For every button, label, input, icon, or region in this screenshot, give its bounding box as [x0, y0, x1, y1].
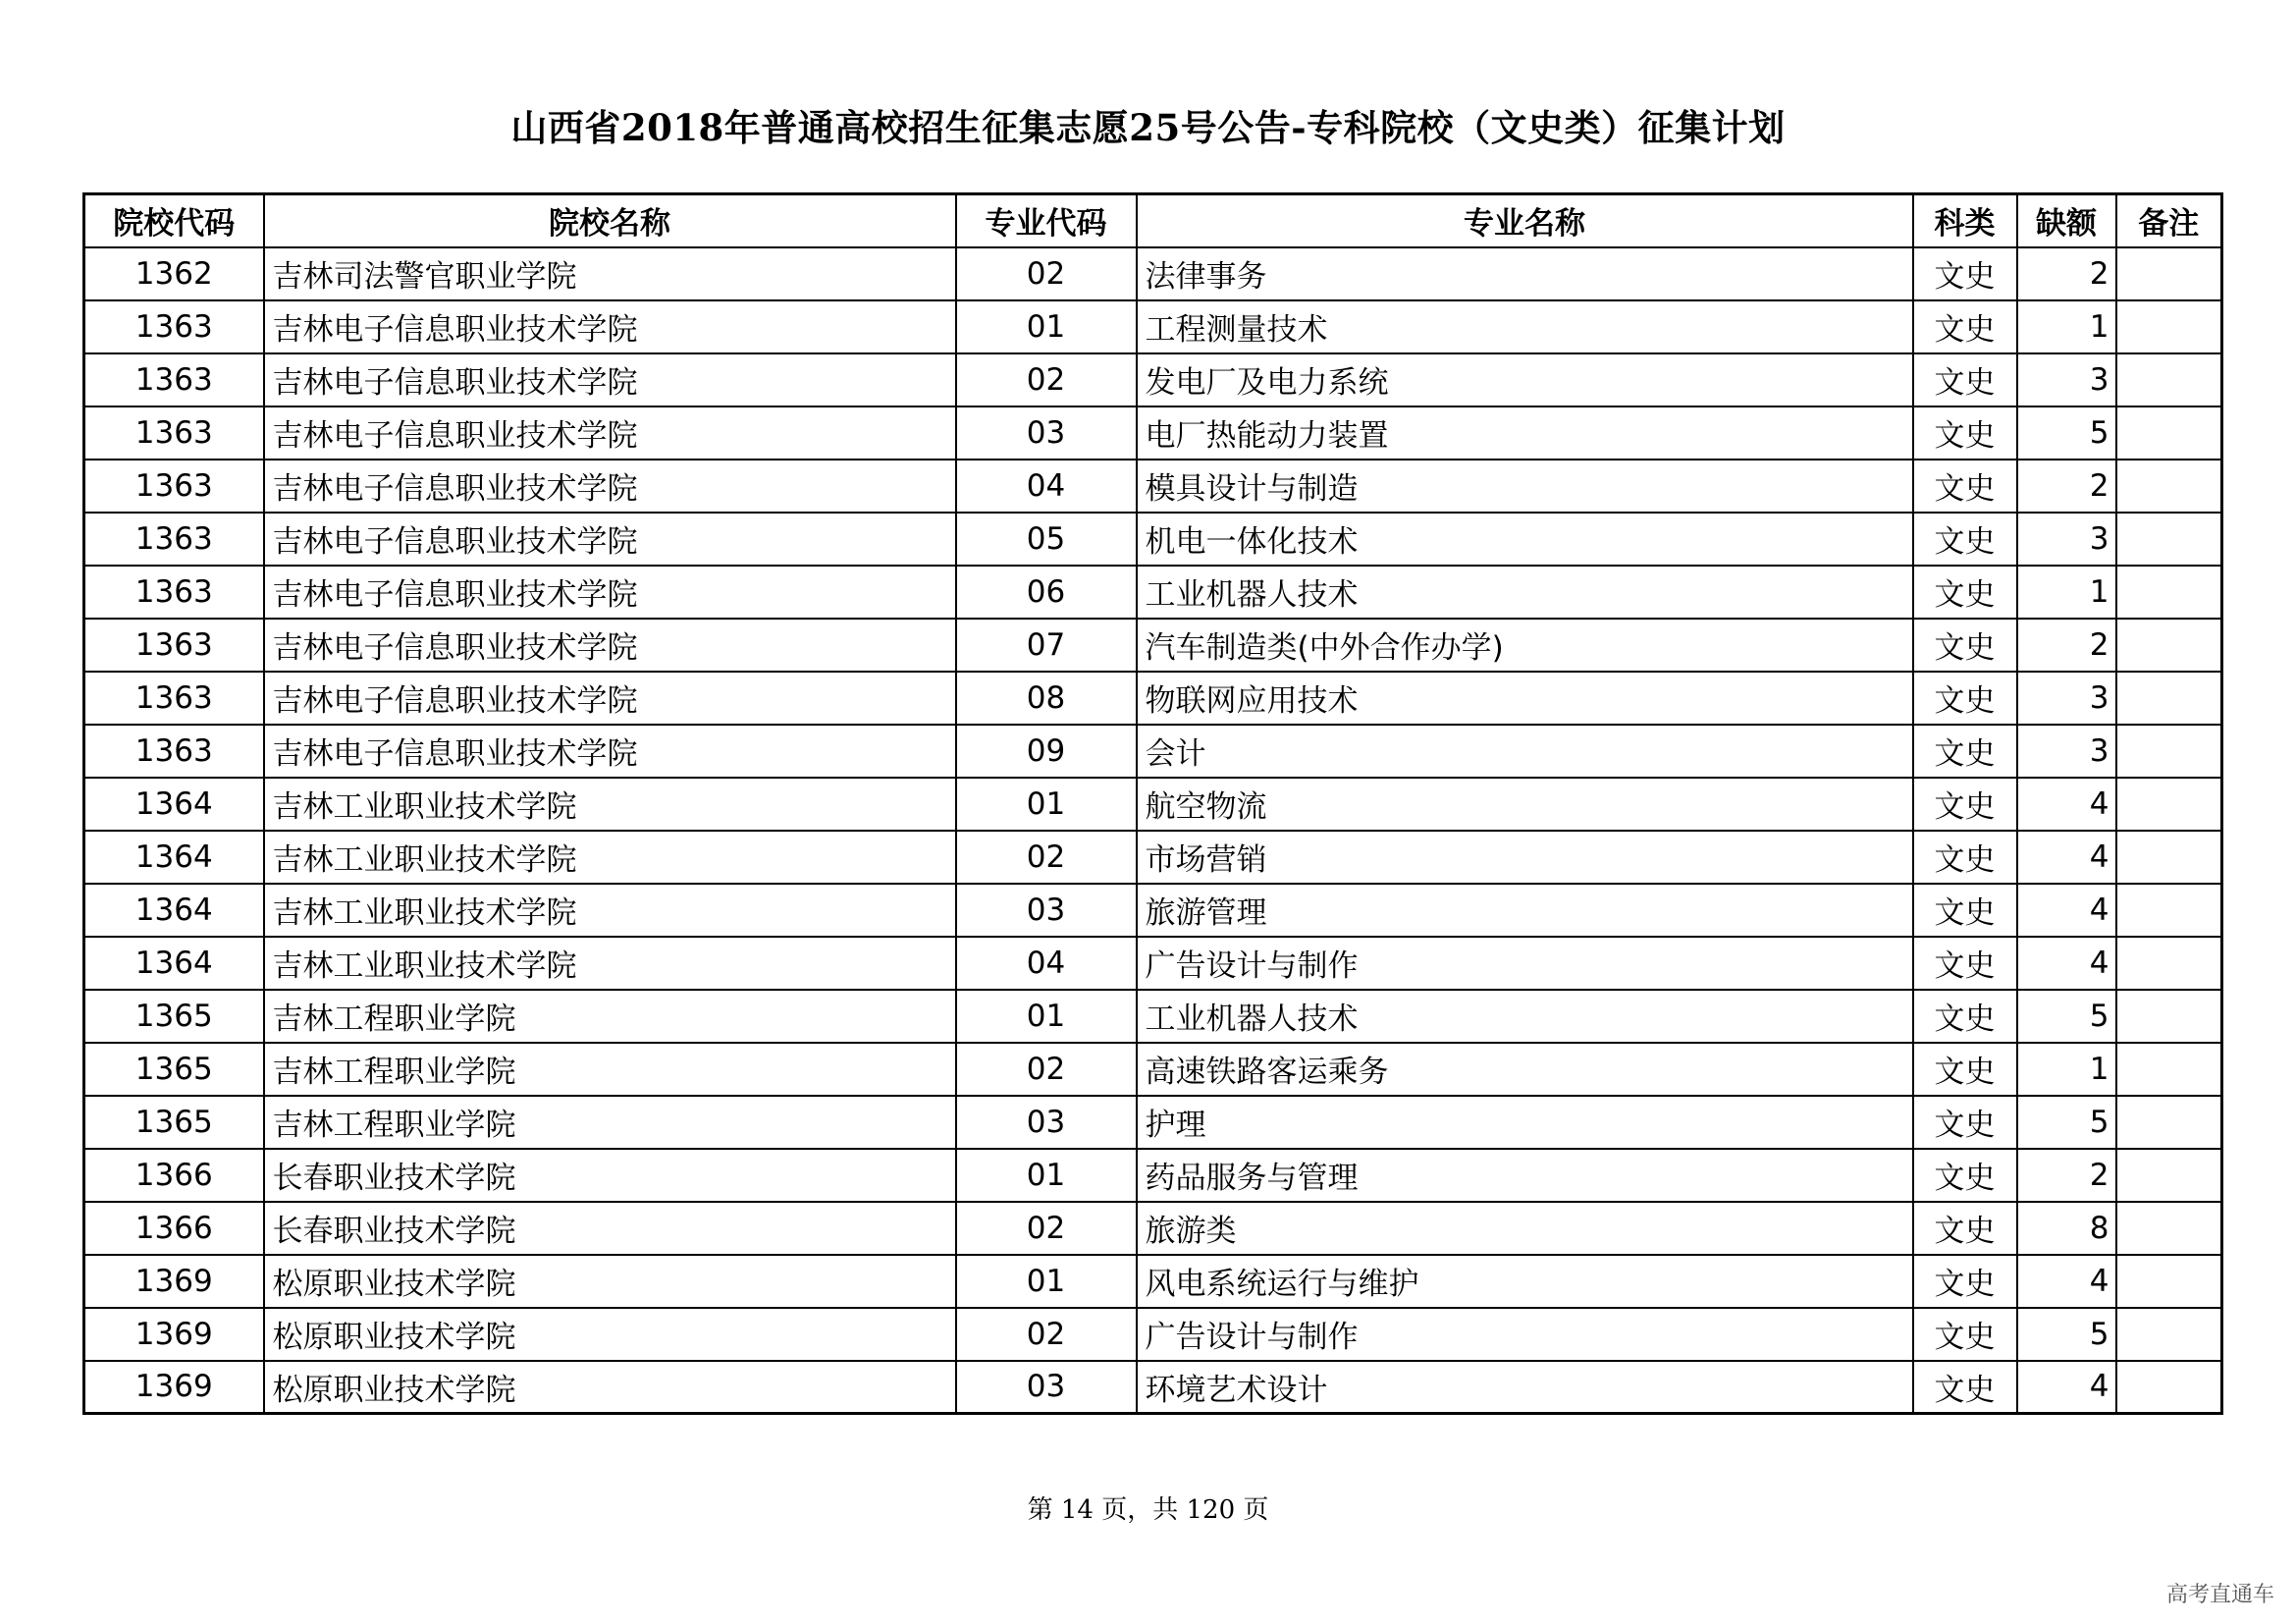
cell-category: 文史	[1913, 937, 2017, 990]
table-row	[84, 725, 2222, 778]
cell-major-code: 02	[956, 1308, 1137, 1361]
cell-school-code: 1364	[84, 778, 264, 831]
cell-major-name: 工业机器人技术	[1137, 566, 1913, 619]
cell-major-name: 机电一体化技术	[1137, 513, 1913, 566]
cell-major-name: 环境艺术设计	[1137, 1361, 1913, 1414]
cell-major-name: 护理	[1137, 1096, 1913, 1149]
page-number: 第 14 页，共 120 页	[1027, 1495, 1269, 1525]
cell-quota: 2	[2017, 619, 2116, 672]
cell-school-code: 1364	[84, 831, 264, 884]
table-row	[84, 1202, 2222, 1255]
cell-school-name: 吉林电子信息职业技术学院	[264, 725, 956, 778]
cell-quota: 3	[2017, 672, 2116, 725]
cell-note	[2116, 672, 2222, 725]
cell-major-code: 05	[956, 513, 1137, 566]
cell-major-name: 物联网应用技术	[1137, 672, 1913, 725]
cell-school-code: 1369	[84, 1308, 264, 1361]
cell-major-name: 广告设计与制作	[1137, 937, 1913, 990]
cell-category: 文史	[1913, 619, 2017, 672]
header-quota: 缺额	[2017, 194, 2116, 247]
cell-category: 文史	[1913, 300, 2017, 353]
cell-note	[2116, 1255, 2222, 1308]
table-row	[84, 1308, 2222, 1361]
cell-quota: 3	[2017, 725, 2116, 778]
cell-category: 文史	[1913, 1361, 2017, 1414]
cell-school-code: 1363	[84, 672, 264, 725]
cell-quota: 2	[2017, 1149, 2116, 1202]
table-row	[84, 619, 2222, 672]
cell-note	[2116, 1308, 2222, 1361]
cell-school-code: 1362	[84, 247, 264, 300]
table-row	[84, 778, 2222, 831]
header-school-name: 院校名称	[264, 194, 956, 247]
cell-school-name: 吉林电子信息职业技术学院	[264, 513, 956, 566]
cell-quota: 4	[2017, 1361, 2116, 1414]
cell-category: 文史	[1913, 353, 2017, 406]
cell-note	[2116, 619, 2222, 672]
cell-major-name: 药品服务与管理	[1137, 1149, 1913, 1202]
table-row	[84, 353, 2222, 406]
cell-major-code: 07	[956, 619, 1137, 672]
cell-quota: 3	[2017, 353, 2116, 406]
cell-major-code: 01	[956, 300, 1137, 353]
header-note: 备注	[2116, 194, 2222, 247]
cell-school-name: 吉林电子信息职业技术学院	[264, 619, 956, 672]
cell-major-code: 09	[956, 725, 1137, 778]
cell-quota: 4	[2017, 831, 2116, 884]
cell-major-code: 06	[956, 566, 1137, 619]
cell-school-code: 1366	[84, 1149, 264, 1202]
cell-school-code: 1365	[84, 990, 264, 1043]
cell-note	[2116, 1202, 2222, 1255]
table-row	[84, 672, 2222, 725]
cell-category: 文史	[1913, 460, 2017, 513]
cell-category: 文史	[1913, 884, 2017, 937]
cell-major-code: 02	[956, 831, 1137, 884]
header-school-code: 院校代码	[84, 194, 264, 247]
cell-major-code: 03	[956, 1096, 1137, 1149]
cell-school-name: 吉林工业职业技术学院	[264, 778, 956, 831]
table-row	[84, 937, 2222, 990]
cell-note	[2116, 406, 2222, 460]
cell-school-name: 吉林工业职业技术学院	[264, 831, 956, 884]
cell-school-name: 吉林电子信息职业技术学院	[264, 406, 956, 460]
cell-school-code: 1365	[84, 1096, 264, 1149]
cell-note	[2116, 566, 2222, 619]
cell-category: 文史	[1913, 566, 2017, 619]
cell-major-code: 01	[956, 990, 1137, 1043]
table-row	[84, 300, 2222, 353]
cell-school-name: 吉林工业职业技术学院	[264, 884, 956, 937]
cell-school-code: 1363	[84, 406, 264, 460]
cell-major-code: 02	[956, 353, 1137, 406]
cell-note	[2116, 1043, 2222, 1096]
cell-school-name: 吉林工程职业学院	[264, 990, 956, 1043]
cell-school-name: 松原职业技术学院	[264, 1361, 956, 1414]
cell-quota: 5	[2017, 990, 2116, 1043]
header-major-code: 专业代码	[956, 194, 1137, 247]
cell-category: 文史	[1913, 778, 2017, 831]
cell-note	[2116, 353, 2222, 406]
cell-school-code: 1363	[84, 460, 264, 513]
cell-major-name: 工业机器人技术	[1137, 990, 1913, 1043]
cell-category: 文史	[1913, 725, 2017, 778]
cell-major-code: 02	[956, 1202, 1137, 1255]
cell-quota: 4	[2017, 937, 2116, 990]
cell-school-code: 1364	[84, 884, 264, 937]
cell-note	[2116, 884, 2222, 937]
cell-quota: 8	[2017, 1202, 2116, 1255]
cell-major-name: 会计	[1137, 725, 1913, 778]
cell-school-code: 1363	[84, 300, 264, 353]
cell-major-name: 法律事务	[1137, 247, 1913, 300]
table-row	[84, 247, 2222, 300]
table-row	[84, 566, 2222, 619]
cell-category: 文史	[1913, 672, 2017, 725]
cell-quota: 4	[2017, 1255, 2116, 1308]
header-major-name: 专业名称	[1137, 194, 1913, 247]
cell-school-name: 松原职业技术学院	[264, 1255, 956, 1308]
cell-school-code: 1365	[84, 1043, 264, 1096]
cell-major-code: 08	[956, 672, 1137, 725]
table-row	[84, 990, 2222, 1043]
cell-note	[2116, 247, 2222, 300]
cell-major-code: 03	[956, 884, 1137, 937]
cell-school-code: 1364	[84, 937, 264, 990]
cell-school-code: 1366	[84, 1202, 264, 1255]
cell-quota: 5	[2017, 1308, 2116, 1361]
cell-note	[2116, 1149, 2222, 1202]
cell-school-code: 1363	[84, 513, 264, 566]
cell-major-name: 航空物流	[1137, 778, 1913, 831]
table-row	[84, 460, 2222, 513]
cell-category: 文史	[1913, 1202, 2017, 1255]
cell-quota: 4	[2017, 884, 2116, 937]
cell-category: 文史	[1913, 1096, 2017, 1149]
cell-school-name: 长春职业技术学院	[264, 1202, 956, 1255]
cell-major-name: 发电厂及电力系统	[1137, 353, 1913, 406]
cell-category: 文史	[1913, 1255, 2017, 1308]
cell-note	[2116, 778, 2222, 831]
cell-quota: 1	[2017, 566, 2116, 619]
cell-major-code: 01	[956, 778, 1137, 831]
cell-major-code: 04	[956, 937, 1137, 990]
table-row	[84, 406, 2222, 460]
cell-major-name: 旅游管理	[1137, 884, 1913, 937]
cell-note	[2116, 1096, 2222, 1149]
cell-major-code: 03	[956, 1361, 1137, 1414]
table-row	[84, 513, 2222, 566]
cell-quota: 3	[2017, 513, 2116, 566]
cell-quota: 5	[2017, 1096, 2116, 1149]
table-row	[84, 831, 2222, 884]
cell-school-name: 吉林电子信息职业技术学院	[264, 300, 956, 353]
table-row	[84, 1255, 2222, 1308]
cell-note	[2116, 1361, 2222, 1414]
cell-school-code: 1369	[84, 1255, 264, 1308]
cell-quota: 5	[2017, 406, 2116, 460]
cell-major-name: 汽车制造类(中外合作办学)	[1137, 619, 1913, 672]
cell-major-code: 03	[956, 406, 1137, 460]
cell-major-name: 广告设计与制作	[1137, 1308, 1913, 1361]
cell-quota: 2	[2017, 460, 2116, 513]
cell-quota: 4	[2017, 778, 2116, 831]
cell-note	[2116, 937, 2222, 990]
cell-note	[2116, 990, 2222, 1043]
cell-category: 文史	[1913, 513, 2017, 566]
table-row	[84, 1096, 2222, 1149]
cell-school-code: 1363	[84, 566, 264, 619]
cell-note	[2116, 513, 2222, 566]
cell-note	[2116, 725, 2222, 778]
cell-school-code: 1363	[84, 619, 264, 672]
table-body	[84, 247, 2222, 1414]
header-category: 科类	[1913, 194, 2017, 247]
cell-major-name: 模具设计与制造	[1137, 460, 1913, 513]
cell-major-name: 电厂热能动力装置	[1137, 406, 1913, 460]
page-title: 山西省2018年普通高校招生征集志愿25号公告-专科院校（文史类）征集计划	[510, 106, 1786, 149]
cell-category: 文史	[1913, 1043, 2017, 1096]
table-row	[84, 1361, 2222, 1414]
table-header-row	[84, 194, 2222, 247]
cell-school-code: 1369	[84, 1361, 264, 1414]
cell-school-name: 长春职业技术学院	[264, 1149, 956, 1202]
cell-quota: 1	[2017, 1043, 2116, 1096]
cell-major-code: 01	[956, 1149, 1137, 1202]
cell-note	[2116, 460, 2222, 513]
cell-quota: 2	[2017, 247, 2116, 300]
cell-category: 文史	[1913, 990, 2017, 1043]
table-row	[84, 1149, 2222, 1202]
cell-category: 文史	[1913, 406, 2017, 460]
cell-school-name: 吉林工程职业学院	[264, 1096, 956, 1149]
cell-school-name: 吉林电子信息职业技术学院	[264, 353, 956, 406]
cell-category: 文史	[1913, 247, 2017, 300]
cell-major-name: 风电系统运行与维护	[1137, 1255, 1913, 1308]
cell-school-name: 松原职业技术学院	[264, 1308, 956, 1361]
cell-note	[2116, 300, 2222, 353]
cell-school-name: 吉林工业职业技术学院	[264, 937, 956, 990]
cell-category: 文史	[1913, 1308, 2017, 1361]
cell-note	[2116, 831, 2222, 884]
cell-major-name: 工程测量技术	[1137, 300, 1913, 353]
cell-school-name: 吉林司法警官职业学院	[264, 247, 956, 300]
cell-major-name: 旅游类	[1137, 1202, 1913, 1255]
cell-major-code: 04	[956, 460, 1137, 513]
cell-major-name: 市场营销	[1137, 831, 1913, 884]
cell-category: 文史	[1913, 1149, 2017, 1202]
cell-school-name: 吉林电子信息职业技术学院	[264, 566, 956, 619]
cell-quota: 1	[2017, 300, 2116, 353]
table-row	[84, 1043, 2222, 1096]
cell-major-code: 01	[956, 1255, 1137, 1308]
cell-category: 文史	[1913, 831, 2017, 884]
cell-major-code: 02	[956, 1043, 1137, 1096]
table-row	[84, 884, 2222, 937]
cell-major-name: 高速铁路客运乘务	[1137, 1043, 1913, 1096]
cell-school-code: 1363	[84, 725, 264, 778]
enrollment-plan-table	[82, 192, 2223, 1415]
cell-school-name: 吉林工程职业学院	[264, 1043, 956, 1096]
cell-school-name: 吉林电子信息职业技术学院	[264, 672, 956, 725]
watermark-text: 高考直通车	[2165, 1583, 2274, 1607]
cell-school-name: 吉林电子信息职业技术学院	[264, 460, 956, 513]
cell-school-code: 1363	[84, 353, 264, 406]
cell-major-code: 02	[956, 247, 1137, 300]
